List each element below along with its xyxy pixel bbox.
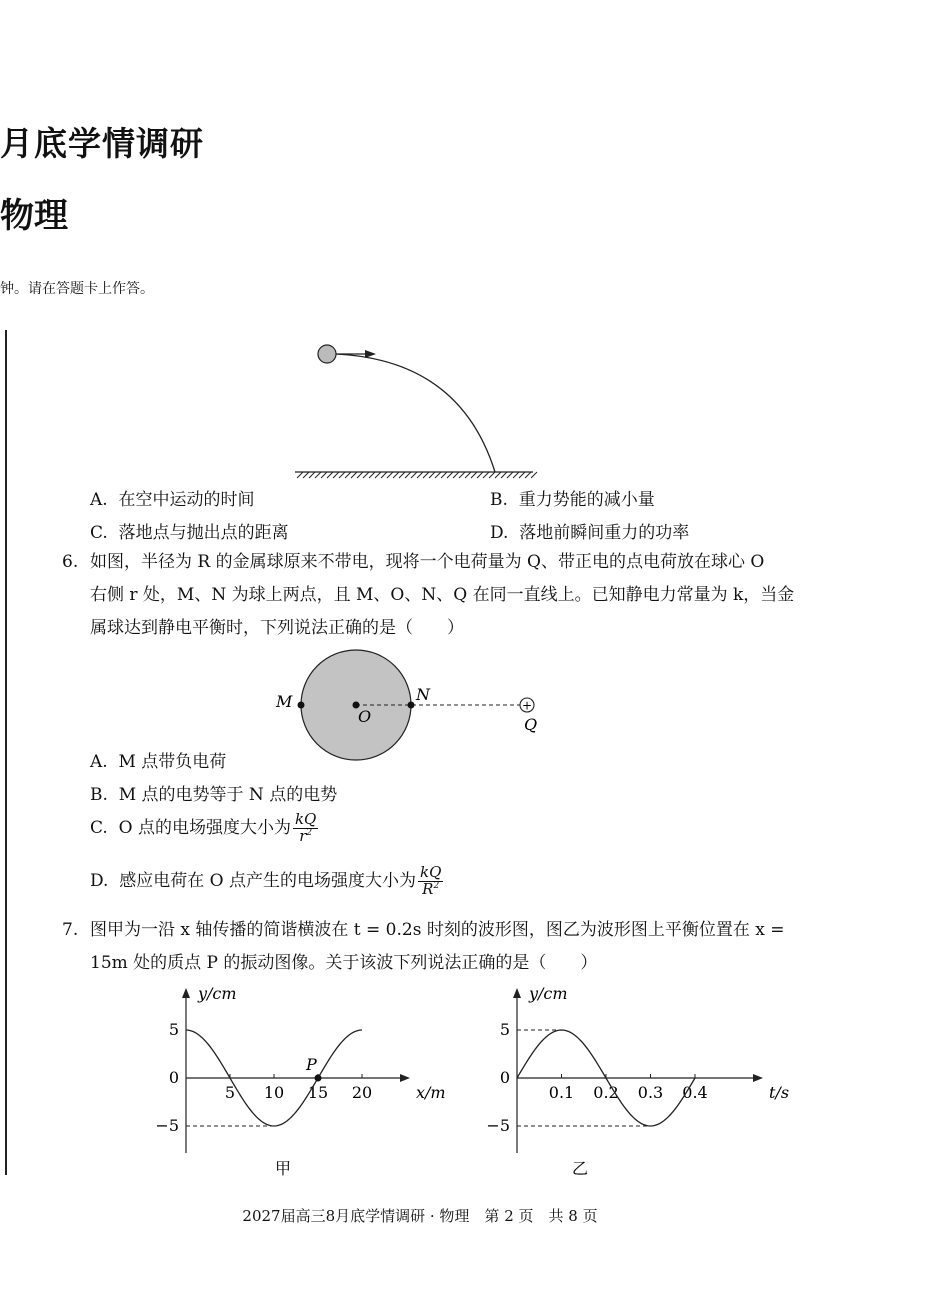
hatch-stroke [315,472,321,478]
q7-stem-line1: 图甲为一沿 x 轴传播的简谐横波在 t = 0.2s 时刻的波形图，图乙为波形图上平衡位置在 x = [90,920,785,940]
y-tick-label: 5 [168,1020,179,1039]
hatch-stroke [393,472,399,478]
projectile-figure [285,335,545,480]
q5-option-a: A. 在空中运动的时间 [90,490,255,510]
exam-instruction: 钟。请在答题卡上作答。 [0,281,154,297]
label-n: N [416,685,430,704]
q5-option-d: D. 落地前瞬间重力的功率 [490,523,690,543]
hatch-stroke [417,472,423,478]
label-q: Q [524,715,538,734]
x-tick-label: 20 [351,1083,373,1102]
hatch-stroke [477,472,483,478]
y-tick-label: −5 [155,1116,179,1135]
hatch-stroke [423,472,429,478]
x-tick-label: 0.4 [682,1083,708,1102]
x-tick-label: 0.1 [548,1083,575,1102]
plus-sign: + [521,698,533,713]
hatch-stroke [453,472,459,478]
q6-option-d: D. 感应电荷在 O 点产生的电场强度大小为 $\frac{kQ}{R^2}$ [90,863,442,898]
metal-sphere-figure [260,648,560,763]
x-axis-arrow [400,1074,410,1082]
point-p-label: P [306,1055,317,1074]
q6-stem-line3: 属球达到静电平衡时，下列说法正确的是（ ） [90,618,464,638]
page-footer: 2027届高三8月底学情调研 · 物理 第 2 页 共 8 页 [242,1207,598,1225]
hatch-stroke [459,472,465,478]
hatch-stroke [321,472,327,478]
label-o: O [358,707,372,726]
q6-stem-line2: 右侧 r 处，M、N 为球上两点，且 M、O、N、Q 在同一直线上。已知静电力常量为 k，当金 [90,585,795,605]
hatch-stroke [501,472,507,478]
hatch-stroke [519,472,525,478]
hatch-stroke [357,472,363,478]
y-tick-label: 5 [499,1020,510,1039]
x-tick-label: 5 [224,1083,236,1102]
hatch-stroke [405,472,411,478]
ball [318,345,336,363]
hatch-stroke [303,472,309,478]
y-axis-label: y/cm [198,984,237,1003]
q5-option-c: C. 落地点与抛出点的距离 [90,523,289,543]
hatch-stroke [369,472,375,478]
hatch-stroke [495,472,501,478]
subject-title: 物理 [0,196,68,236]
x-tick-label: 10 [263,1083,285,1102]
trajectory [336,354,495,472]
y-tick-label: −5 [486,1116,510,1135]
hatch-stroke [465,472,471,478]
hatch-stroke [375,472,381,478]
vibration-graph-yi [470,980,790,1180]
q6-number: 6. [62,552,79,572]
hatch-stroke [327,472,333,478]
hatch-stroke [351,472,357,478]
q5-option-b: B. 重力势能的减小量 [490,490,655,510]
q7-stem-line2: 15m 处的质点 P 的振动图像。关于该波下列说法正确的是（ ） [90,953,598,973]
y-axis-arrow [182,988,190,998]
hatch-stroke [525,472,531,478]
label-m: M [276,692,293,711]
q6-option-a: A. M 点带负电荷 [90,752,227,772]
hatch-stroke [489,472,495,478]
hatch-stroke [531,472,537,478]
x-axis-label: x/m [416,1083,446,1102]
hatch-stroke [471,472,477,478]
point-n [408,702,415,709]
ground-hatching [297,472,537,478]
fraction-kq-r2: $\frac{kQ}{r^2}$ [294,810,317,845]
point-m [298,702,305,709]
hatch-stroke [297,472,303,478]
hatch-stroke [507,472,513,478]
hatch-stroke [411,472,417,478]
q7-number: 7. [62,920,79,940]
hatch-stroke [309,472,315,478]
margin-line [5,330,7,1175]
x-tick-label: 0.2 [593,1083,619,1102]
y-tick-label: 0 [168,1068,179,1087]
chart-caption: 乙 [571,1159,589,1178]
x-axis-label: t/s [769,1083,790,1102]
exam-title: 月底学情调研 [0,124,204,163]
hatch-stroke [381,472,387,478]
q6-stem-line1: 如图，半径为 R 的金属球原来不带电，现将一个电荷量为 Q、带正电的点电荷放在球心 O [90,552,765,572]
wave-graph-jia [150,980,450,1180]
hatch-stroke [363,472,369,478]
y-axis-arrow [513,988,521,998]
hatch-stroke [513,472,519,478]
y-tick-label: 0 [499,1068,510,1087]
hatch-stroke [387,472,393,478]
hatch-stroke [399,472,405,478]
hatch-stroke [447,472,453,478]
chart-caption: 甲 [274,1159,292,1178]
hatch-stroke [345,472,351,478]
hatch-stroke [483,472,489,478]
fraction-kq-R2: $\frac{kQ}{R^2}$ [420,863,442,898]
x-tick-label: 15 [307,1083,329,1102]
hatch-stroke [339,472,345,478]
x-axis-arrow [753,1074,763,1082]
hatch-stroke [429,472,435,478]
hatch-stroke [435,472,441,478]
point-p [315,1075,322,1082]
y-axis-label: y/cm [529,984,568,1003]
q6-option-b: B. M 点的电势等于 N 点的电势 [90,785,338,805]
hatch-stroke [333,472,339,478]
x-tick-label: 0.3 [637,1083,664,1102]
hatch-stroke [441,472,447,478]
q6-option-c: C. O 点的电场强度大小为 $\frac{kQ}{r^2}$ [90,810,317,845]
